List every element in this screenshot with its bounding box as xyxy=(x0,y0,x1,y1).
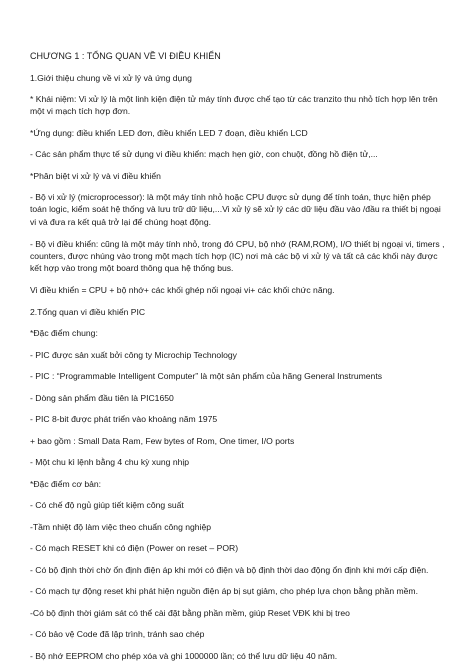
paragraph-power-on-reset: - Có mạch RESET khi có điện (Power on reset – POR) xyxy=(30,543,239,554)
paragraph-products: - Các sản phẩm thực tế sử dụng vi điều khiển: mạch hẹn giờ, con chuột, đồng hồ điện tử,... xyxy=(30,149,378,160)
paragraph-applications: *Ứng dụng: điều khiển LED đơn, điều khiển LED 7 đoạn, điều khiển LCD xyxy=(30,127,308,138)
section-heading-pic: 2.Tổng quan vi điều khiển PIC xyxy=(30,306,146,317)
paragraph-25: - Bộ nhớ EEPROM cho phép xóa và ghi 1000000 lần; có thể lưu dữ liệu 40 năm. xyxy=(30,651,338,661)
paragraph-temperature: -Tầm nhiệt độ làm việc theo chuẩn công nghiệp xyxy=(30,521,212,532)
paragraph-microcontroller: - Bộ vi điều khiển: cũng là một máy tính nhỏ, trong đó CPU, bộ nhớ (RAM,ROM), I/O thiết bị ngoại vi, timers , counters, được nhúng vào trong một mạch tích hợp (IC) nơi mà các bộ vi xử lý và tất cả các khối này được kết hợp vào trong một board thông qua hệ thống bus. xyxy=(30,238,445,274)
paragraph-basic-features: *Đặc điểm cơ bản: xyxy=(30,478,102,489)
paragraph-definition: * Khái niệm: Vi xử lý là một linh kiện điện tử máy tính được chế tạo từ các tranzito thu nhỏ tích hợp lên trên một vi mạch tích hợp đơn. xyxy=(30,94,438,117)
paragraph-24: - Có bảo vệ Code đã lập trình, tránh sao chép xyxy=(30,629,205,640)
paragraph-instruction-cycle: - Một chu kì lệnh bằng 4 chu kỳ xung nhịp xyxy=(30,457,190,468)
paragraph-general-features: *Đặc điểm chung: xyxy=(30,328,98,339)
paragraph-comparison-heading: *Phân biệt vi xử lý và vi điều khiển xyxy=(30,170,161,181)
paragraph-includes: + bao gồm : Small Data Ram, Few bytes of Rom, One timer, I/O ports xyxy=(30,435,295,446)
paragraph-sleep-mode: - Có chế độ ngủ giúp tiết kiệm công suất xyxy=(30,500,184,511)
paragraph-manufacturer: - PIC được sản xuất bởi công ty Microchip Technology xyxy=(30,349,237,360)
paragraph-timer-stabilization: - Có bộ định thời chờ ổn định điện áp khi mới có điện và bộ định thời dao động ổn định khi mới cấp điện. xyxy=(30,564,429,575)
paragraph-pic-8bit: - PIC 8-bit được phát triển vào khoảng năm 1975 xyxy=(30,414,218,425)
section-heading-intro: 1.Giới thiệu chung về vi xử lý và ứng dụng xyxy=(30,72,192,83)
paragraph-microprocessor: - Bộ vi xử lý (microprocessor): là một máy tính nhỏ hoặc CPU được sử dụng để tính toán, thực hiện phép toán logic, kiểm soát hệ thống và lưu trữ dữ liệu,...Vi xử lý sẽ xử lý các dữ liệu đầu vào /đầu ra thiết bị ngoại vi và đưa ra kết quả trở lại để chúng hoạt động. xyxy=(30,192,441,227)
paragraph-pic-acronym: - PIC : “Programmable Intelligent Computer” là một sản phẩm của hãng General Instruments xyxy=(30,371,383,382)
paragraph-formula: Vi điều khiển = CPU + bộ nhớ+ các khối ghép nối ngoại vi+ các khối chức năng. xyxy=(30,285,335,296)
paragraph-auto-reset: - Có mạch tự động reset khi phát hiện nguồn điện áp bị sụt giảm, cho phép lựa chọn bằng phần mềm. xyxy=(30,586,418,597)
paragraph-first-product: - Dòng sản phẩm đầu tiên là PIC1650 xyxy=(30,392,174,403)
chapter-title: CHƯƠNG 1 : TỔNG QUAN VỀ VI ĐIỀU KHIỂN xyxy=(30,51,221,61)
paragraph-23: -Có bộ định thời giám sát có thể cài đặt bằng phần mềm, giúp Reset VĐK khi bị treo xyxy=(30,607,350,618)
